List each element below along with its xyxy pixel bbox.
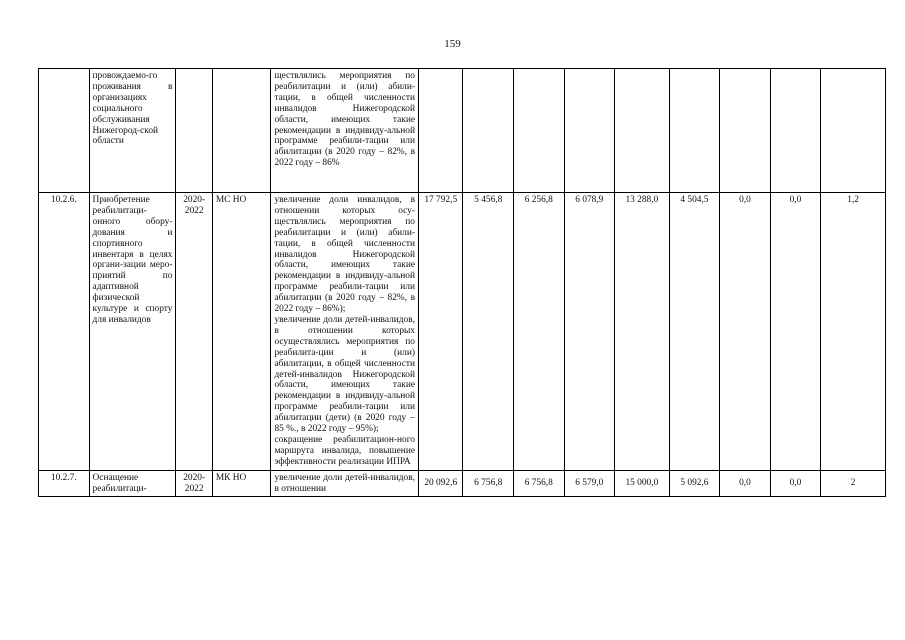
- value-cell: [669, 69, 720, 193]
- executor-cell: [212, 69, 271, 193]
- indicator-text: увеличение доли инвалидов, в отношении которых осу-ществлялись мероприятия по реабилитации и (или) абили-тации, в общей численности инвалидов Нижегородской области, имеющих такие рекомендации в индивиду-альной программе реабили-тации или абилитации (в 2020 году – 82%, в 2022 году – 86%);: [274, 195, 415, 315]
- value-cell: 6 579,0: [564, 470, 615, 497]
- value-cell: 6 078,9: [564, 193, 615, 471]
- value-cell: [770, 69, 821, 193]
- value-cell: 0,0: [770, 470, 821, 497]
- activity-name-cell: провождаемо-го проживания в организациях социального обслуживания Нижегород-ской области: [89, 69, 176, 193]
- value-cell: [463, 69, 514, 193]
- indicator-text: сокращение реабилитацион-ного маршрута инвалида, повышение эффективности реализации ИПРА: [274, 434, 415, 467]
- table-row: [39, 193, 886, 471]
- row-number-cell: [39, 69, 90, 193]
- value-cell: [514, 69, 565, 193]
- value-cell: 4 504,5: [669, 193, 720, 471]
- value-cell: 0,0: [770, 193, 821, 471]
- value-cell: 5 456,8: [463, 193, 514, 471]
- indicator-text: ществлялись мероприятия по реабилитации и (или) абили-тации, в общей численности инвалидов Нижегородской области, имеющих такие рекомендации в индивиду-альной программе реабили-тации или абилитации (в 2020 году – 82%, в 2022 году – 86%: [274, 71, 415, 169]
- row-number-cell: 10.2.6.: [39, 193, 90, 471]
- indicators-cell: [271, 470, 419, 497]
- value-cell: [564, 69, 615, 193]
- indicators-cell: [271, 193, 419, 471]
- value-cell: 15 000,0: [615, 470, 670, 497]
- indicators-cell: [271, 69, 419, 193]
- period-cell: 2020-2022: [176, 470, 212, 497]
- indicator-text: увеличение доли детей-инвалидов, в отношении которых осуществлялись мероприятия по реабилита-ции и (или) абилитации, в общей численности детей-инвалидов Нижегородской области, имеющих такие рекомендации в индивиду-альной программе реабили-тации или абилитации (дети) (в 2020 году – 85 %., в 2022 году – 95%);: [274, 314, 415, 435]
- page-number: 159: [444, 38, 461, 50]
- executor-cell: МС НО: [212, 193, 271, 471]
- value-cell: 5 092,6: [669, 470, 720, 497]
- activity-name-cell: Приобретение реабилитаци-онного обору-дования и спортивного инвентаря в целях органи-зации меро-приятий по адаптивной физической культуре и спорту для инвалидов: [89, 193, 176, 471]
- value-cell: [720, 69, 771, 193]
- value-cell: 20 092,6: [419, 470, 463, 497]
- value-cell: [615, 69, 670, 193]
- value-cell: 0,0: [720, 470, 771, 497]
- value-cell: 6 256,8: [514, 193, 565, 471]
- table-row: [39, 69, 886, 193]
- period-cell: 2020-2022: [176, 193, 212, 471]
- value-cell: 13 288,0: [615, 193, 670, 471]
- value-cell: 6 756,8: [463, 470, 514, 497]
- table-row: [39, 470, 886, 497]
- value-cell: [821, 69, 886, 193]
- executor-cell: МК НО: [212, 470, 271, 497]
- indicator-text: увеличение доли детей-инвалидов, в отношении: [274, 472, 415, 494]
- period-cell: [176, 69, 212, 193]
- row-number-cell: 10.2.7.: [39, 470, 90, 497]
- value-cell: 6 756,8: [514, 470, 565, 497]
- value-cell: 17 792,5: [419, 193, 463, 471]
- value-cell: [419, 69, 463, 193]
- value-cell: 0,0: [720, 193, 771, 471]
- program-activities-table: [38, 68, 886, 497]
- activity-name-cell: Оснащение реабилитаци-: [89, 470, 176, 497]
- value-cell: 2: [821, 470, 886, 497]
- value-cell: 1,2: [821, 193, 886, 471]
